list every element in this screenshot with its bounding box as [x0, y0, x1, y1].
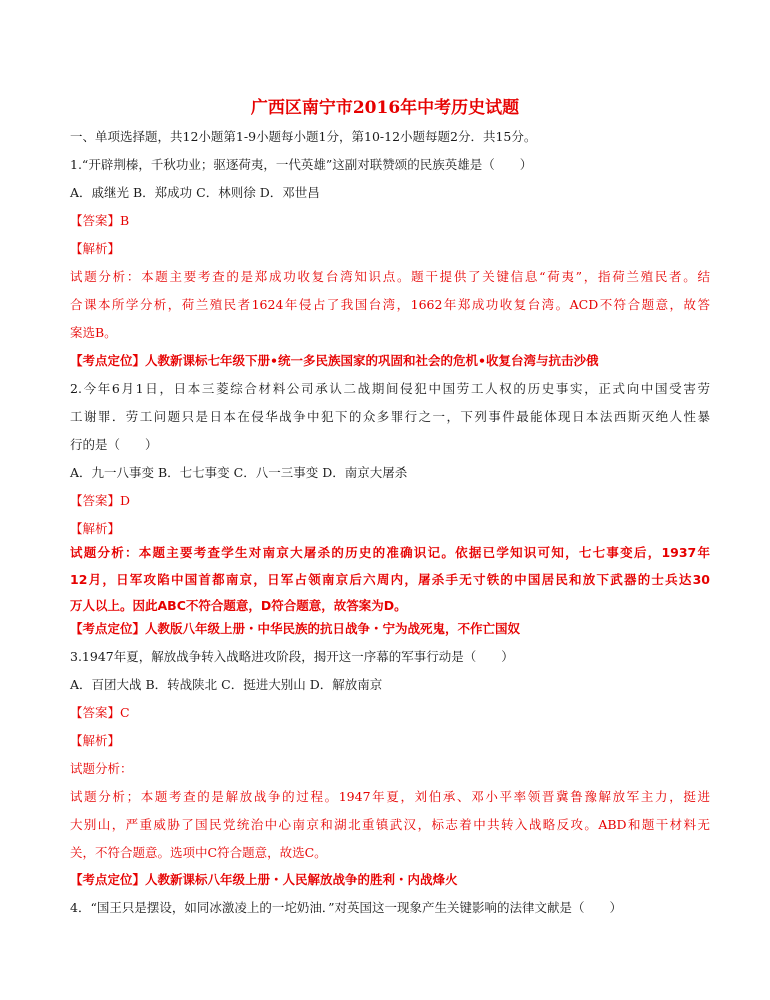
- question-3-analysis-line: 试题分析；本题考查的是解放战争的过程。1947年夏，刘伯承、邓小平率领晋冀鲁豫解放军主力，挺进: [70, 789, 710, 804]
- question-3-kaodian: 【考点定位】人教新课标八年级上册・人民解放战争的胜利・内战烽火: [70, 872, 458, 887]
- question-2-analysis-line: 万人以上。因此ABC不符合题意，D符合题意，故答案为D。: [70, 598, 407, 613]
- question-1-analysis-line: 试题分析：本题主要考查的是郑成功收复台湾知识点。题干提供了关键信息“荷夷”，指荷兰殖民者。结: [70, 269, 710, 284]
- question-2-kaodian: 【考点定位】人教版八年级上册・中华民族的抗日战争・宁为战死鬼，不作亡国奴: [70, 621, 521, 636]
- question-2-analysis-line: 12月，日军攻陷中国首都南京，日军占领南京后六周内，屠杀手无寸铁的中国居民和放下武器的士兵达30: [70, 572, 710, 587]
- question-2-answer: 【答案】D: [70, 493, 131, 508]
- question-1-kaodian: 【考点定位】人教新课标七年级下册•统一多民族国家的巩固和社会的危机•收复台湾与抗击沙俄: [70, 353, 599, 368]
- question-3-analysis-line: 关，不符合题意。选项中C符合题意，故选C。: [70, 845, 327, 860]
- question-3-analysis-label: 【解析】: [70, 733, 121, 748]
- question-1-analysis-label: 【解析】: [70, 241, 121, 256]
- question-2-text-line: 工谢罪．劳工问题只是日本在侵华战争中犯下的众多罪行之一，下列事件最能体现日本法西斯灭绝人性暴: [70, 409, 710, 424]
- question-2-text-line: 行的是（ ）: [70, 437, 158, 452]
- question-1-options: A．戚继光 B．郑成功 C．林则徐 D．邓世昌: [70, 185, 320, 200]
- question-3-analysis-line: 大别山，严重威胁了国民党统治中心南京和湖北重镇武汉，标志着中共转入战略反攻。ABD和题干材料无: [70, 817, 710, 832]
- section-header: 一、单项选择题，共12小题第1-9小题每小题1分，第10-12小题每题2分．共15分。: [70, 129, 537, 144]
- question-1-analysis-line: 案选B。: [70, 325, 117, 340]
- question-3-options: A．百团大战 B．转战陕北 C．挺进大别山 D．解放南京: [70, 677, 383, 692]
- question-1-analysis-line: 合课本所学分析，荷兰殖民者1624年侵占了我国台湾，1662年郑成功收复台湾。ACD不符合题意，故答: [70, 297, 710, 312]
- question-3-text: 3.1947年夏，解放战争转入战略进攻阶段，揭开这一序幕的军事行动是（ ）: [70, 649, 514, 664]
- question-3-analysis-line: 试题分析：: [70, 761, 133, 776]
- question-2-analysis-line: 试题分析：本题主要考查学生对南京大屠杀的历史的准确识记。依据已学知识可知，七七事变后，1937年: [70, 545, 710, 560]
- question-4-text: 4．“国王只是摆设，如同冰激凌上的一坨奶油．”对英国这一现象产生关键影响的法律文献是（ ）: [70, 900, 622, 915]
- question-2-text-line: 2.今年6月1日，日本三菱综合材料公司承认二战期间侵犯中国劳工人权的历史事实，正式向中国受害劳: [70, 381, 710, 396]
- question-1-text: 1.“开辟荆榛，千秋功业；驱逐荷夷，一代英雄”这副对联赞颂的民族英雄是（ ）: [70, 157, 533, 172]
- page-title: 广西区南宁市2016年中考历史试题: [250, 98, 520, 118]
- question-1-answer: 【答案】B: [70, 213, 130, 228]
- question-3-answer: 【答案】C: [70, 705, 130, 720]
- question-2-analysis-label: 【解析】: [70, 521, 121, 536]
- question-2-options: A．九一八事变 B．七七事变 C．八一三事变 D．南京大屠杀: [70, 465, 408, 480]
